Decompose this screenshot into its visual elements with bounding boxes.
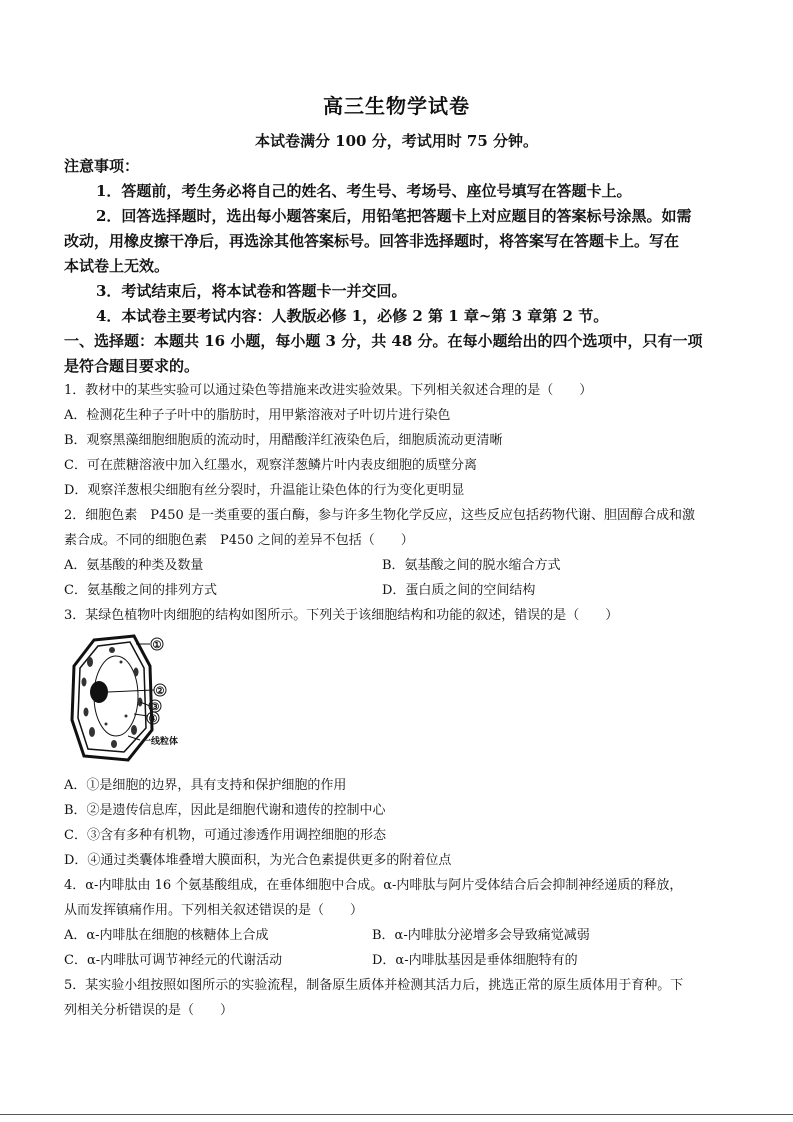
q3-option-b: B．②是遗传信息库，因此是细胞代谢和遗传的控制中心	[64, 803, 386, 818]
q4-option-a: A．α-内啡肽在细胞的核糖体上合成	[64, 928, 269, 943]
q2-stem: 2．细胞色素 P450 是一类重要的蛋白酶，参与许多生物化学反应，这些反应包括药物代谢、胆固醇合成和激	[64, 508, 695, 523]
notice-item-2: 2．回答选择题时，选出每小题答案后，用铅笔把答题卡上对应题目的答案标号涂黑。如需	[96, 207, 692, 225]
q5-stem: 5．某实验小组按照如图所示的实验流程，制备原生质体并检测其活力后，挑选正常的原生质体用于育种。下	[64, 978, 684, 993]
page-bottom-rule	[0, 1114, 793, 1115]
figure-label-1: ①	[152, 640, 162, 651]
q4-stem: 4．α-内啡肽由 16 个氨基酸组成，在垂体细胞中合成。α-内啡肽与阿片受体结合后会抑制神经递质的释放，	[64, 878, 683, 893]
q2-option-d: D．蛋白质之间的空间结构	[382, 583, 536, 598]
q3-option-c: C．③含有多种有机物，可通过渗透作用调控细胞的形态	[64, 828, 386, 843]
q1-option-a: A．检测花生种子子叶中的脂肪时，用甲紫溶液对子叶切片进行染色	[64, 408, 451, 423]
q4-stem-cont: 从而发挥镇痛作用。下列相关叙述错误的是（ ）	[64, 903, 364, 918]
figure-label-mitochondrion: 一线粒体	[142, 737, 179, 747]
q1-option-c: C．可在蔗糖溶液中加入红墨水，观察洋葱鳞片叶内表皮细胞的质壁分离	[64, 458, 477, 473]
q3-option-d: D．④通过类囊体堆叠增大膜面积，为光合色素提供更多的附着位点	[64, 853, 452, 868]
figure-label-3: ③	[150, 702, 160, 713]
q2-option-b: B．氨基酸之间的脱水缩合方式	[382, 558, 561, 573]
q2-option-a: A．氨基酸的种类及数量	[64, 558, 204, 573]
notice-item-4: 4．本试卷主要考试内容：人教版必修 1，必修 2 第 1 章~第 3 章第 2 节。	[96, 307, 609, 325]
q1-option-d: D．观察洋葱根尖细胞有丝分裂时，升温能让染色体的行为变化更明显	[64, 483, 465, 498]
figure-label-4: ④	[148, 714, 158, 725]
plant-cell-diagram	[66, 632, 196, 764]
notice-item-3: 3．考试结束后，将本试卷和答题卡一并交回。	[96, 282, 407, 300]
notice-item-2-cont: 改动，用橡皮擦干净后，再选涂其他答案标号。回答非选择题时，将答案写在答题卡上。写在	[64, 232, 680, 250]
q1-option-b: B．观察黑藻细胞细胞质的流动时，用醋酸洋红液染色后，细胞质流动更清晰	[64, 433, 503, 448]
q1-stem: 1．教材中的某些实验可以通过染色等措施来改进实验效果。下列相关叙述合理的是（ ）	[64, 383, 593, 398]
q4-option-d: D．α-内啡肽基因是垂体细胞特有的	[372, 953, 578, 968]
q4-option-b: B．α-内啡肽分泌增多会导致痛觉减弱	[372, 928, 590, 943]
q3-option-a: A．①是细胞的边界，具有支持和保护细胞的作用	[64, 778, 347, 793]
notice-item-2-end: 本试卷上无效。	[64, 257, 170, 275]
notice-heading: 注意事项：	[64, 157, 140, 175]
page-title: 高三生物学试卷	[323, 94, 470, 118]
q4-option-c: C．α-内啡肽可调节神经元的代谢活动	[64, 953, 283, 968]
section-heading: 一、选择题：本题共 16 小题，每小题 3 分，共 48 分。在每小题给出的四个选项中，只有一项	[64, 332, 703, 350]
q2-option-c: C．氨基酸之间的排列方式	[64, 583, 217, 598]
section-heading-cont: 是符合题目要求的。	[64, 357, 200, 375]
q5-stem-cont: 列相关分析错误的是（ ）	[64, 1003, 234, 1018]
notice-item-1: 1．答题前，考生务必将自己的姓名、考生号、考场号、座位号填写在答题卡上。	[96, 182, 632, 200]
q2-stem-cont: 素合成。不同的细胞色素 P450 之间的差异不包括（ ）	[64, 533, 414, 548]
subtitle: 本试卷满分 100 分，考试用时 75 分钟。	[254, 132, 539, 150]
figure-label-2: ②	[155, 686, 165, 697]
q3-stem: 3．某绿色植物叶肉细胞的结构如图所示。下列关于该细胞结构和功能的叙述，错误的是（ ）	[64, 608, 619, 623]
